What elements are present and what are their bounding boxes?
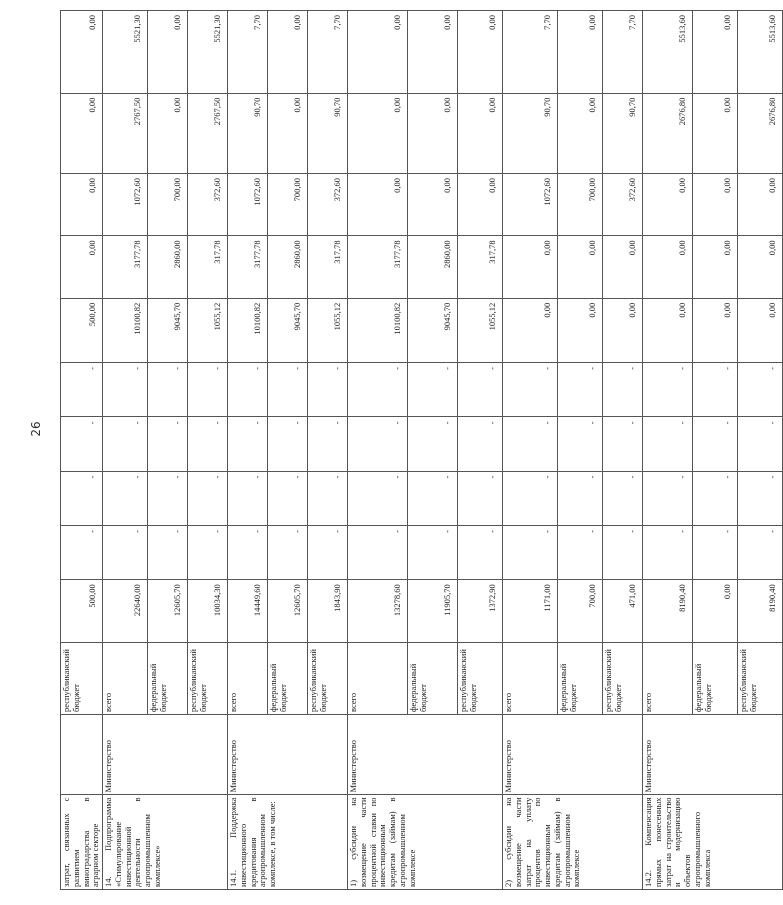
value-cell: 0,00 [408,174,458,236]
value-cell: - [693,417,738,471]
value-cell: 1171,00 [503,580,558,642]
value-cell: - [408,471,458,525]
ministry-cell [61,715,103,795]
value-cell: - [558,471,603,525]
row-name-cell: 14. Подпрограмма «Стимулирование инвестиционной деятельности в агропромышленном комплексе» [103,795,228,890]
value-cell: 0,00 [268,93,308,173]
value-cell: 0,00 [503,298,558,362]
value-cell: 2860,00 [408,236,458,298]
funding-source-cell: всего [228,642,268,714]
value-cell: 10100,82 [103,298,148,362]
value-cell: 1072,60 [103,174,148,236]
value-cell: 0,00 [408,93,458,173]
value-cell: 3177,78 [103,236,148,298]
value-cell: 471,00 [603,580,643,642]
value-cell: 13278,60 [348,580,408,642]
value-cell: - [738,363,783,417]
value-cell: 11905,70 [408,580,458,642]
value-cell: - [458,525,503,579]
value-cell: - [408,417,458,471]
row-name-cell: затрат, связанных с развитием виноградарства в аграрном секторе [61,795,103,890]
value-cell: 500,00 [61,298,103,362]
value-cell: - [148,471,188,525]
value-cell: 0,00 [558,298,603,362]
value-cell: - [188,471,228,525]
value-cell: - [228,417,268,471]
value-cell: - [308,525,348,579]
value-cell: 700,00 [558,174,603,236]
funding-source-cell: федеральный бюджет [408,642,458,714]
value-cell: 372,60 [308,174,348,236]
value-cell: 22640,00 [103,580,148,642]
value-cell: 0,00 [348,93,408,173]
funding-source-cell: всего [348,642,408,714]
value-cell: 0,00 [61,236,103,298]
value-cell: 0,00 [643,174,693,236]
value-cell: - [103,417,148,471]
value-cell: - [188,417,228,471]
value-cell: - [503,417,558,471]
value-cell: - [103,525,148,579]
value-cell: - [643,471,693,525]
value-cell: 0,00 [738,174,783,236]
value-cell: 0,00 [348,174,408,236]
value-cell: - [603,363,643,417]
value-cell: 0,00 [348,11,408,94]
value-cell: - [693,363,738,417]
value-cell: 372,60 [188,174,228,236]
funding-source-cell: всего [103,642,148,714]
value-cell: 0,00 [148,93,188,173]
value-cell: - [458,417,503,471]
value-cell: 3177,78 [228,236,268,298]
row-name-cell: 1) субсидии на возмещение части процентной ставки по инвестиционным кредитам (займам) в агропромышленном комплексе [348,795,503,890]
value-cell: 317,78 [458,236,503,298]
value-cell: 2860,00 [268,236,308,298]
value-cell: - [148,525,188,579]
value-cell: 372,60 [603,174,643,236]
value-cell: 12605,70 [148,580,188,642]
row-name-cell: 2) субсидии на возмещение части затрат на уплату процентов по инвестиционным кредитам (займам) в агропромышленном комплексе [503,795,643,890]
value-cell: 1055,12 [308,298,348,362]
value-cell: - [188,363,228,417]
value-cell: 0,00 [693,580,738,642]
value-cell: 3177,78 [348,236,408,298]
value-cell: 0,00 [693,298,738,362]
value-cell: - [61,471,103,525]
value-cell: 90,70 [308,93,348,173]
value-cell: - [693,525,738,579]
value-cell: - [408,525,458,579]
value-cell: 0,00 [643,298,693,362]
value-cell: 700,00 [558,580,603,642]
value-cell: 0,00 [693,11,738,94]
value-cell: - [268,417,308,471]
value-cell: 10100,82 [348,298,408,362]
value-cell: 0,00 [693,236,738,298]
funding-source-cell: федеральный бюджет [558,642,603,714]
value-cell: - [458,471,503,525]
funding-source-cell: республиканский бюджет [603,642,643,714]
ministry-cell: Министерство [348,715,503,795]
value-cell: - [148,417,188,471]
value-cell: 317,78 [308,236,348,298]
funding-source-cell: республиканский бюджет [308,642,348,714]
value-cell: - [148,363,188,417]
value-cell: 0,00 [268,11,308,94]
value-cell: 0,00 [61,174,103,236]
row-name-cell: 14.2. Компенсация прямых понесенных затрат на строительство и модернизацию объектов агропромышленного комплекса [643,795,783,890]
value-cell: 1072,60 [228,174,268,236]
value-cell: 12605,70 [268,580,308,642]
value-cell: 700,00 [148,174,188,236]
value-cell: 14449,60 [228,580,268,642]
value-cell: 0,00 [693,93,738,173]
rotated-page [60,10,778,890]
row-name-cell: 14.1. Поддержка инвестиционного кредитования в агропромышленном комплексе, в том числе: [228,795,348,890]
funding-source-cell: республиканский бюджет [458,642,503,714]
value-cell: 5513,60 [738,11,783,94]
value-cell: 5513,60 [643,11,693,94]
table-row [103,11,148,890]
value-cell: - [308,363,348,417]
value-cell: - [228,471,268,525]
value-cell: - [268,363,308,417]
value-cell: 0,00 [408,11,458,94]
value-cell: - [603,525,643,579]
value-cell: - [643,525,693,579]
funding-source-cell: республиканский бюджет [61,642,103,714]
value-cell: 0,00 [458,93,503,173]
value-cell: - [558,417,603,471]
value-cell: - [503,471,558,525]
value-cell: 1055,12 [458,298,503,362]
value-cell: - [603,417,643,471]
value-cell: 2676,80 [643,93,693,173]
value-cell: - [408,363,458,417]
value-cell: 7,70 [503,11,558,94]
value-cell: 8190,40 [643,580,693,642]
value-cell: 9045,70 [268,298,308,362]
value-cell: 1372,90 [458,580,503,642]
value-cell: 700,00 [268,174,308,236]
value-cell: 0,00 [458,174,503,236]
value-cell: 0,00 [738,298,783,362]
value-cell: 7,70 [308,11,348,94]
value-cell: - [558,363,603,417]
value-cell: - [228,363,268,417]
value-cell: 10100,82 [228,298,268,362]
funding-source-cell: республиканский бюджет [738,642,783,714]
value-cell: - [188,525,228,579]
budget-table [60,10,783,890]
value-cell: - [103,363,148,417]
value-cell: 0,00 [148,11,188,94]
value-cell: - [503,525,558,579]
value-cell: - [61,525,103,579]
value-cell: 2767,50 [188,93,228,173]
value-cell: - [61,363,103,417]
value-cell: - [348,471,408,525]
value-cell: - [643,363,693,417]
value-cell: - [228,525,268,579]
value-cell: 2860,00 [148,236,188,298]
value-cell: - [603,471,643,525]
value-cell: 0,00 [603,236,643,298]
value-cell: 90,70 [503,93,558,173]
value-cell: 2676,80 [738,93,783,173]
value-cell: 0,00 [738,236,783,298]
value-cell: - [348,363,408,417]
table-row [503,11,558,890]
value-cell: - [738,525,783,579]
value-cell: 5521,30 [103,11,148,94]
value-cell: 9045,70 [148,298,188,362]
table-row [228,11,268,890]
funding-source-cell: федеральный бюджет [693,642,738,714]
value-cell: - [348,417,408,471]
table-row [61,11,103,890]
value-cell: - [103,471,148,525]
value-cell: - [738,471,783,525]
value-cell: - [558,525,603,579]
table-row [348,11,408,890]
ministry-cell: Министерство [503,715,643,795]
ministry-cell: Министерство [228,715,348,795]
value-cell: 500,00 [61,580,103,642]
value-cell: - [458,363,503,417]
ministry-cell: Министерство [643,715,783,795]
value-cell: 0,00 [643,236,693,298]
value-cell: 90,70 [228,93,268,173]
value-cell: 7,70 [603,11,643,94]
table-row [643,11,693,890]
value-cell: 317,78 [188,236,228,298]
funding-source-cell: республиканский бюджет [188,642,228,714]
value-cell: - [693,471,738,525]
table-body [61,11,783,890]
funding-source-cell: всего [503,642,558,714]
value-cell: - [268,471,308,525]
value-cell: - [61,417,103,471]
value-cell: 0,00 [61,93,103,173]
value-cell: 0,00 [558,93,603,173]
value-cell: 5521,30 [188,11,228,94]
value-cell: 9045,70 [408,298,458,362]
value-cell: - [268,525,308,579]
value-cell: 10034,30 [188,580,228,642]
value-cell: 2767,50 [103,93,148,173]
value-cell: - [348,525,408,579]
value-cell: - [643,417,693,471]
value-cell: 1072,60 [503,174,558,236]
value-cell: - [738,417,783,471]
value-cell: 1055,12 [188,298,228,362]
value-cell: 90,70 [603,93,643,173]
value-cell: - [308,471,348,525]
value-cell: 0,00 [693,174,738,236]
value-cell: 0,00 [558,236,603,298]
value-cell: 0,00 [61,11,103,94]
value-cell: - [308,417,348,471]
value-cell: 0,00 [603,298,643,362]
value-cell: 7,70 [228,11,268,94]
value-cell: 0,00 [558,11,603,94]
value-cell: 0,00 [503,236,558,298]
funding-source-cell: федеральный бюджет [268,642,308,714]
value-cell: 1843,90 [308,580,348,642]
funding-source-cell: федеральный бюджет [148,642,188,714]
funding-source-cell: всего [643,642,693,714]
value-cell: - [503,363,558,417]
value-cell: 8190,40 [738,580,783,642]
value-cell: 0,00 [458,11,503,94]
ministry-cell: Министерство [103,715,228,795]
page-number: 26 [29,421,43,437]
